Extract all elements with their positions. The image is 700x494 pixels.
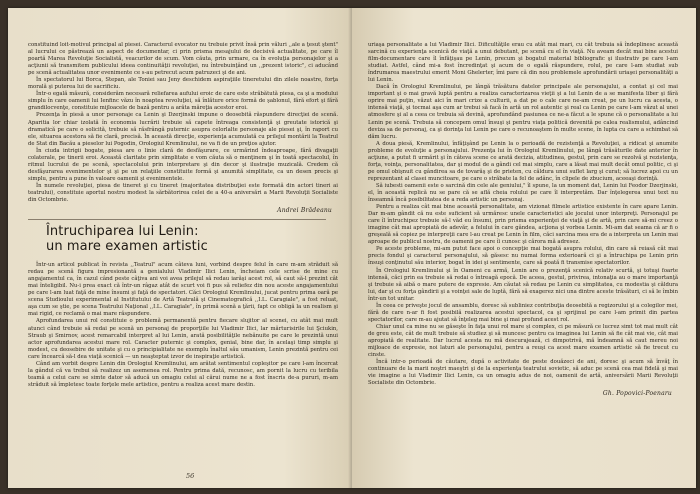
section-divider — [28, 219, 326, 220]
left-article-continuation — [28, 42, 338, 214]
paragraph: Prezenţa în piesă a unor personaje ca Lenin şi Dzerjinski impune o deosebită răspundere direcţiei de scenă. Aparitia lor chiar izolată în economia lucrării trebuie să capete întreaga consistenţă şi greutate istorică şi dramatică pe care o solicită, trebuie să răsfrângă puternic asupra celorlalte personaje ale piesei şi, în raport cu ele, situarea acestora să fie clară, precisă. În această direcţie, experienţa acumulată cu prilejul montării la Teatrul de Stat din Bacău a pieselor lui Pogodin, Orologiul Kremlinului, ne va fi de un preţios ajutor. — [28, 112, 338, 147]
paragraph: Chiar unul ca mine nu se găseşte în faţa unui rol mare și complex, ci pe măsură ce lucrez simt tot mai mult cât de greu este, cât de mult trebuie să studiez şi să muncesc pentru ca imaginea lui Lenin să fie cât mai vie, cât mai apropiată de realitate. Dar lucrul acesta nu mă descurajează, ci dimpotrivă, mă îndeamnă să caut mereu noi mijloace de expresie, noi laturi ale personajului, pentru a reuşi ca acest mare examen artistic să fie trecut cu cinste. — [368, 323, 678, 359]
paragraph: Pentru a realiza cât mai bine această personalitate, am vizionat filmele artistice existente în care apare Lenin. Dar m-am gândit că nu este suficient să urmăresc unele caracteristici ale jocului unor interpreţi. Personajul pe care îl întruchipez trebuie să-l văd eu însumi, prin prisma experienţei de viaţă şi de artă, prin care să-mi creez o imagine cât mai apropiată de adevăr, a felului în care gândea, acţiona şi vorbea Lenin. Mi-am dat seama că ar fi o greşeală să copiez pe interpreţii care l-au creat pe Lenin în film, căci sarcina mea era de a interpreta un Lenin mai aproape de publicul nostru, de oamenii pe care îi cunosc şi cărora mă adresez. — [368, 204, 678, 246]
new-article-body — [28, 262, 338, 389]
paragraph: Pe aceste probleme, mi-am putut face apoi o concepţie mai bogată asupra rolului, din care să reiasă cât mai precis fondul şi caracterul personajului, să găsesc nu numai forma exterioară ci şi a întruchipa pe Lenin prin însuşi conţinutul său interior, bogat în idei şi sentimente, care să poată fi transmise spectatorilor. — [368, 246, 678, 267]
author-signature: Andrei Brădeanu — [277, 207, 332, 215]
paragraph: uriaşa personalitate a lui Vladimir Ilici. Dificultăţile erau cu atât mai mari, cu cât trebuia să îndeplinesc această sarcină cu experienţa scenică de viaţă a unui debutant, pe scenă cu el în viaţă. Nu aveam decât mai bine acestui film-documentare care îl înfăţişau pe Lenin, precum şi bogatul material bibliografic şi ilustrativ pe care l-am studiat. Astfel, când mi-a fost încredinţat şi acum de o egală răspundere, rolul, pe care l-am studiat sub îndrumarea maestrului emerit Moni Ghelerter, îmi pare că din nou problemele aprofundării uriaşei personalităţi a lui Lenin. — [368, 42, 678, 84]
paragraph: În ciuda intrigii bogate, piesa are o linie clară de desfăşurare, ce urmărind îndeaproape, fără divagaţii colaterale, pe tinerii eroi. Această claritate prin simplitate e vom căuta să o menţinem şi în toată spectacolul, în ritmul lucrului de pe scenă, spectacolului prin interpretare şi din decor şi ilustraţie muzicală. Credem că desfăşurarea evenimentelor şi şi pe un relaţiile constituite formă şi anumită simplitate, ca un desen precis şi simplu, pentru a pune în valoare oamenii şi evenimentele. — [28, 147, 338, 182]
paragraph: În Orologiul Kremlinului şi în Oameni cu armă, Lenin are o prezenţă scenică relativ scurtă, şi totuşi foarte intensă, căci prin ea trebuie să redai o întreagă epocă. De aceea, gestul, privirea, intonaţia au o mare importanţă şi trebuie să aibă o mare putere de expresie. Am căutat să redau pe Lenin cu simplitatea, cu modestia şi căldura lui, dar şi cu forţa gândirii şi a voinţei sale de luptă, fără să exagerez nici una dintre aceste trăsături, ci să le îmbin într-un tot unitar. — [368, 267, 678, 302]
page-number: 56 — [186, 472, 195, 480]
author-signature: Gh. Popovici-Poenaru — [602, 390, 672, 398]
paragraph: Într-un articol publicat în revista ,,Teatrul" acum câteva luni, vorbind despre felul în care m-am străduit să redau pe scenă figura impresionantă a genialului Vladimir Ilici Lenin, încheiam cele scrise de mine cu angajamentul ca, în cazul când peste câţiva ani voi avea prilejul să redau iarăşi acest rol, să caut să-l prezint cât mai înteligibil. Nu-i prea exact că într-un râgaz atât de scurt voi fi pus să reliefez din nou aceste angajamentului pe care l-am luat faţă de mine însumi şi faţă de spectatori. Căci Orologiul Kremlinului, jucat pentru prima oară pe scena Studioului experimental al Institutului de Artă Teatrală şi Cinematografică ,,I.L. Caragiale", a fost reluat, aşa cum se ştie, pe scena Teatrului Naţional ,,I.L. Caragiale", în primă scenă a ţării, fapt ce obligă la un realism şi mai rigid, ce reclamă o mai mare răspundere. — [28, 262, 338, 318]
paragraph: În numele revoluţiei, piesa de tineret şi cu tineret (majoritatea distribuţiei este formată din actori tineri ai teatrului), constituie aportul nostru modest la sărbătorirea celei de a 40-a aniversări a Marii Revoluţii Socialiste din Octombrie. — [28, 182, 338, 204]
paragraph: În ceea ce priveşte jocul de ansamblu, doresc să subliniez contribuţia deosebită a regizorului şi a colegilor mei, fără de care n-ar fi fost posibilă realizarea acestui spectacol, ca şi sprijinul pe care l-am primit din partea spectatorilor, care m-au ajutat să înţeleg mai bine şi mai profund acest rol. — [368, 302, 678, 323]
paragraph: Într-o egală măsură, considerăm necesară reliefarea aufului eroic de care este străbătută piesa, ca şi a modului simplu în care oamenii lui Ienfinc văzu în noaptea revoluţiei, să înlăture orice formă de şablonul, fără efort şi fără grandilocvenţe, constituie mijloacele de bază pentru a arăta măreţia acestor eroi. — [28, 91, 338, 112]
paragraph: Aprofundarea unui rol constituie o problemă permanentă pentru fiecare slujitor al scenei, cu atât mai mult atunci când trebuie să redai pe scenă un personaj de proporţiile lui Vladimir Ilici, lar mărturisirile lui Şciukin, Straub şi Smirnov, acest remarcabil interpret al lui Lenin, arată posibilităţile nebănuite pe care le prezintă unui actor aprofundarea acestui mare rol. Caracter puternic şi complex, genial, bine dar, în acelaşi timp simplu şi modest, cu deosebire de unitate şi cu o principialitate ne exemplu înaltul său umanism, Lenin prezintă pentru cei care încearcă să-l dea viaţă scenică — un neaşteptat izvor de inspiraţie artistică. — [28, 318, 338, 360]
paragraph: Dacă în Orologiul Kremlinului, pe lângă trăsătura datelor principale ale personajului, a contat şi cel mai important şi o mai gravă luptă pentru a realiza caracterizarea vieţii şi a lui Lenin de a se manifesta liber şi fără oprire mai puţin, văzut aici în mari crize a culturii, a dat pe o cale care ne-am creat, pe un lucru ca acesta, o intensă viaţă, şi tocmai aşa cum ar trebui să facă în artă un rol autentic şi real ca Lenin pe care l-am văzut al unei atmosfere şi al a ceea ce trebuia să devină, aprofundând pasiunea ce ne-a făcut a le spune că o personalitate a lui Lenin pe scenă. Trebuia să concepem omul însuşi şi pentru viaţa politică devenită pe calea realismului, adâncind deviza sa de personaj, ca şi dorinţa lui Lenin pe care o recunoaştem în multe scene, în lupta cu care a schimbat să dăm lucru. — [368, 84, 678, 140]
paragraph: În spectatorul lui Borca, Stepan, ale Toniei sau Jeny deschidem aspiraţiile tineretului din zilele noastre, forţa morală şi puterea lui de sacrificiu. — [28, 77, 338, 91]
article-title-line-1: Întruchiparea lui Lenin: — [46, 224, 199, 240]
article-title — [46, 224, 338, 254]
paragraph: constituind loit-motivul principal al piesei. Caracterul evocator nu trebuie privit însă prin văluri ,,ale a ţesut ştent" al lucrului ce păstrează un aspect de documentar, ci prin prisma mesajului de decisivă actualitate, pe care îl poartă Marea Revoluţie Socialistă, veacurilor de scum. Vom căuta, prin urmare, ca în evoluţia personajelor şi a acţiunii să transmitem publicului ideea continuităţii revoluţiei, nu întrebuinţând un ,,prezent istoric", ci aducând pe scenă actualitatea unor evenimente ce s-au petrecut acum patruzeci şi de ani. — [28, 42, 338, 77]
paragraph: Să iubesti oamenii este o sarcină din cele ale geniului," îl spune, la un moment dat, Lenin lui Feodor Dzerjinski, el, în această replică nu se pare că se află cheia rolului pe care îl interpretăm. Dar înţelegerea unui text nu înseamnă încă posibilitatea de a reda artistic un personaj. — [368, 182, 678, 204]
paragraph: A doua piesă, Kremlinului, înfăţişând pe Lenin la o perioadă de rezistenţă a Revoluţiei, a ridicat şi anumite probleme de evoluţie a personajului. Prezenţa lui în Orologiul Kremlinului, pe lângă trăsăturile date anterior în acţiune, a putut fi urmărit şi în câteva scene ce arată decizia, atitudinea, gestul, prin care se rezolvă şi rezistenţa, forţa, voinţa, personalitatea, dar şi modul de a gândi cel mai simplu, care a lăsat mai mult decât omul politic, ci şi pe omul obişnuit cu gândirea sa de tovarăş şi de prieten, cu căldura unui suflet larg şi curat; să lucrez apoi cu un reprezentant al clasei muncitoare, pe care o străbate la fel de adânc, în clipele de zbucium, aceeaşi dorinţă. — [368, 140, 678, 182]
right-page — [352, 8, 696, 488]
paragraph: Când am vorbit despre Lenin din Orologiul Kremlinului, am arătat sentimentul copleşitor pe care l-am încercat la gândul că va trebui să realizez un asemenea rol. Pentru prima dată, recunosc, am pornit la lucru cu teribila teamă a celui care se simte dator să aducă un omagiu celui al cărui nume ne a fost înscris de-a pururi, m-am străduit să împletesc toate forţele mele artistice, pentru a realiza acest mare destin. — [28, 360, 338, 388]
article-title-line-2: un mare examen artistic — [46, 239, 208, 255]
right-article-body — [368, 42, 678, 397]
paragraph: Încă intr-o perioadă de căutare, după o activitate de peste douăzeci de ani, doresc şi acum să învăţ în continuare de la marii noştri maeştri şi de la experienţa teatrului sovietic, să aduc pe scenă cea mai fidelă şi mai vie imagine a lui Vladimir Ilici Lenin, ca un omagiu adus de noi, oamenii de artă, aniversării Marii Revoluţii Socialiste din Octombrie. — [368, 359, 678, 387]
open-book — [8, 8, 696, 488]
left-page — [8, 8, 352, 488]
